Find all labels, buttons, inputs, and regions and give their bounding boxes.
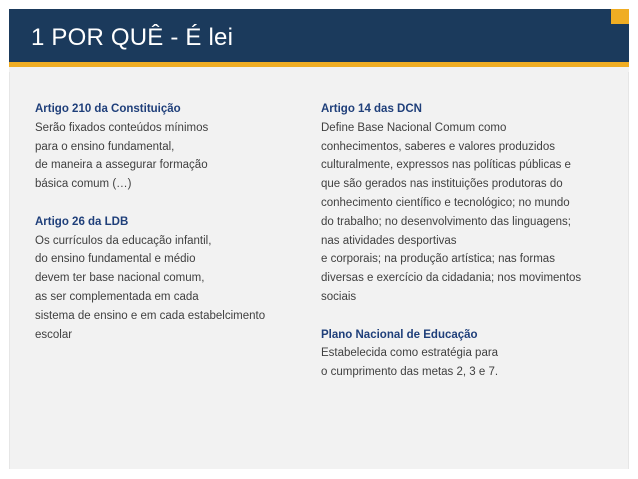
text-block-artigo-26: [35, 213, 305, 345]
title-bar: [9, 9, 629, 67]
block-line: devem ter base nacional comum,: [35, 272, 205, 285]
text-block-artigo-14: [321, 100, 621, 307]
block-heading: Artigo 210 da Constituição: [35, 103, 181, 115]
block-line: Serão fixados conteúdos mínimos: [35, 121, 209, 134]
block-line: sistema de ensino e em cada estabelcimento: [35, 309, 266, 322]
block-line: conhecimento científico e tecnológico; no mundo: [321, 196, 570, 209]
slide: [9, 9, 629, 469]
block-line: do trabalho; no desenvolvimento das linguagens;: [321, 215, 571, 228]
block-line: escolar: [35, 328, 73, 341]
slide-title: 1 POR QUÊ - É lei: [31, 24, 234, 51]
block-line: diversas e exercício da cidadania; nos movimentos: [321, 272, 582, 285]
block-heading: Plano Nacional de Educação: [321, 328, 478, 341]
block-line: nas atividades desportivas: [321, 234, 457, 247]
text-block-artigo-210: [35, 100, 305, 194]
left-column: [35, 100, 305, 363]
block-heading: Artigo 14 das DCN: [321, 103, 422, 115]
block-line: Os currículos da educação infantil,: [35, 234, 212, 247]
block-line: sociais: [321, 290, 357, 303]
block-line: Estabelecida como estratégia para: [321, 347, 499, 360]
block-line: e corporais; na produção artística; nas formas: [321, 253, 555, 266]
content-panel: [9, 72, 629, 469]
block-line: Define Base Nacional Comum como: [321, 121, 507, 134]
block-line: que são gerados nas instituições produtoras do: [321, 178, 563, 191]
block-line: de maneira a assegurar formação: [35, 159, 208, 172]
title-bar-accent: [611, 9, 629, 24]
block-line: culturalmente, expressos nas políticas públicas e: [321, 159, 571, 172]
block-line: do ensino fundamental e médio: [35, 253, 196, 266]
right-column: [321, 100, 621, 401]
block-line: para o ensino fundamental,: [35, 140, 175, 153]
text-block-plano-nacional: [321, 326, 621, 382]
block-line: as ser complementada em cada: [35, 290, 199, 303]
block-line: conhecimentos, saberes e valores produzidos: [321, 140, 555, 153]
block-line: o cumprimento das metas 2, 3 e 7.: [321, 366, 499, 379]
block-line: básica comum (…): [35, 178, 132, 191]
block-heading: Artigo 26 da LDB: [35, 215, 129, 228]
